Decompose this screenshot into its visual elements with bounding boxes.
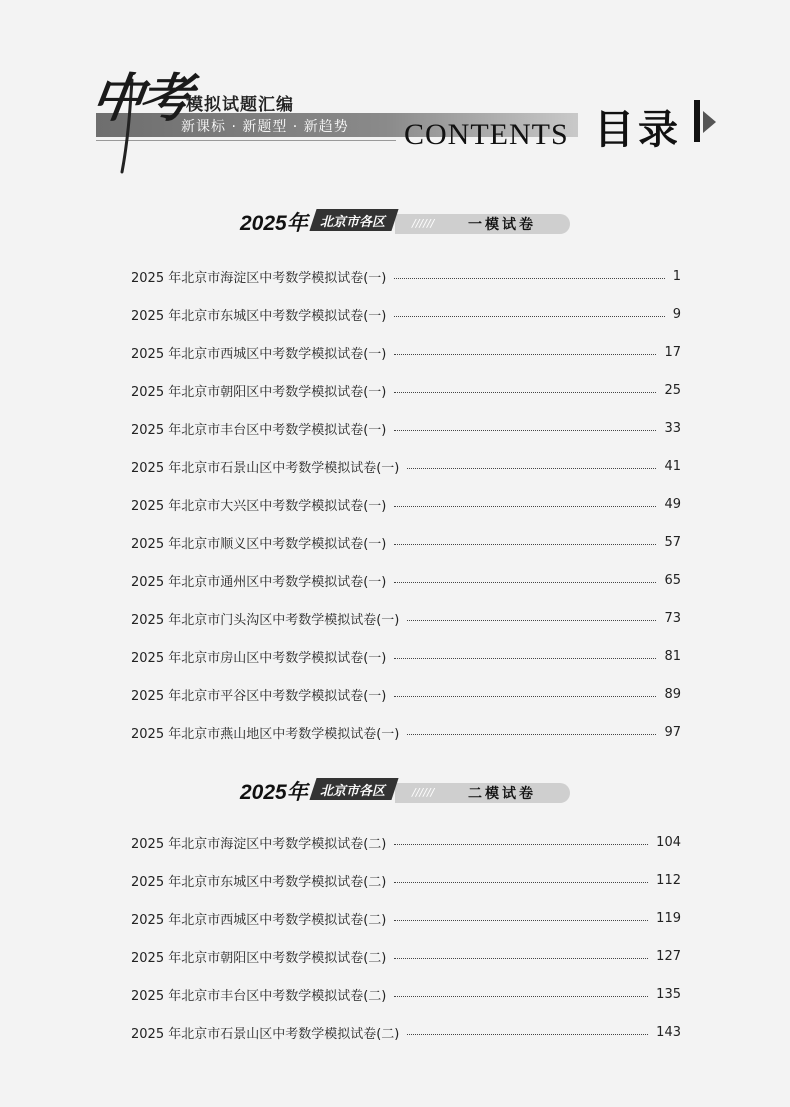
toc-title: 2025 年北京市房山区中考数学模拟试卷(一) [131, 650, 387, 666]
toc-title: 2025 年北京市朝阳区中考数学模拟试卷(一) [131, 384, 387, 400]
section-label: 一模试卷 [468, 217, 536, 233]
toc-page: 97 [664, 724, 681, 740]
toc-page: 57 [664, 534, 681, 550]
toc-title: 2025 年北京市朝阳区中考数学模拟试卷(二) [131, 950, 387, 966]
toc-entry[interactable] [131, 946, 681, 966]
section-header-ermo [240, 776, 580, 806]
toc-page: 127 [656, 948, 681, 964]
leader-dots [407, 1034, 648, 1035]
toc-title: 2025 年北京市石景山区中考数学模拟试卷(二) [131, 1026, 400, 1042]
toc-title: 2025 年北京市通州区中考数学模拟试卷(一) [131, 574, 387, 590]
toc-entry[interactable] [131, 832, 681, 852]
toc-page: 41 [664, 458, 681, 474]
toc-title: 2025 年北京市丰台区中考数学模拟试卷(二) [131, 988, 387, 1004]
heading-bar [694, 100, 700, 142]
leader-dots [394, 278, 664, 279]
toc-entry[interactable] [131, 722, 681, 742]
leader-dots [394, 354, 656, 355]
toc-page: 25 [664, 382, 681, 398]
toc-page: 119 [656, 910, 681, 926]
leader-dots [394, 844, 648, 845]
toc-title: 2025 年北京市海淀区中考数学模拟试卷(一) [131, 270, 387, 286]
toc-page: 89 [664, 686, 681, 702]
leader-dots [394, 506, 656, 507]
toc-page: 9 [672, 306, 681, 322]
toc-entry[interactable] [131, 684, 681, 704]
leader-dots [394, 316, 664, 317]
toc-page: 49 [664, 496, 681, 512]
leader-dots [407, 620, 656, 621]
arrow-right-icon [703, 111, 716, 133]
toc-title: 2025 年北京市门头沟区中考数学模拟试卷(一) [131, 612, 400, 628]
toc-page: 1 [672, 268, 681, 284]
toc-entry[interactable] [131, 532, 681, 552]
toc-entry[interactable] [131, 456, 681, 476]
toc-entry[interactable] [131, 646, 681, 666]
section-tag: 北京市各区 [320, 215, 386, 230]
leader-dots [394, 882, 648, 883]
contents-heading-zh: 目录 [594, 107, 682, 153]
toc-entry[interactable] [131, 342, 681, 362]
toc-page: 17 [664, 344, 681, 360]
toc-title: 2025 年北京市顺义区中考数学模拟试卷(一) [131, 536, 387, 552]
section-header-yimo [240, 207, 580, 237]
toc-page: 81 [664, 648, 681, 664]
leader-dots [394, 658, 656, 659]
toc-page: 135 [656, 986, 681, 1002]
toc-entry[interactable] [131, 380, 681, 400]
toc-entry[interactable] [131, 418, 681, 438]
toc-entry[interactable] [131, 1022, 681, 1042]
toc-entry[interactable] [131, 570, 681, 590]
toc-page: 143 [656, 1024, 681, 1040]
series-title: 模拟试题汇编 [186, 95, 294, 115]
toc-page: 104 [656, 834, 681, 850]
toc-title: 2025 年北京市石景山区中考数学模拟试卷(一) [131, 460, 400, 476]
toc-title: 2025 年北京市西城区中考数学模拟试卷(二) [131, 912, 387, 928]
toc-entry[interactable] [131, 984, 681, 1004]
toc-title: 2025 年北京市东城区中考数学模拟试卷(二) [131, 874, 387, 890]
toc-title: 2025 年北京市平谷区中考数学模拟试卷(一) [131, 688, 387, 704]
toc-page: 73 [664, 610, 681, 626]
section-year: 2025年 [240, 212, 308, 235]
leader-dots [394, 920, 648, 921]
section-stripes: ////// [412, 217, 435, 230]
logo-text: 中考 [87, 68, 192, 129]
toc-entry[interactable] [131, 304, 681, 324]
toc-entry[interactable] [131, 870, 681, 890]
leader-dots [394, 582, 656, 583]
leader-dots [394, 430, 656, 431]
section-year: 2025年 [240, 781, 308, 804]
toc-title: 2025 年北京市西城区中考数学模拟试卷(一) [131, 346, 387, 362]
section-stripes: ////// [412, 786, 435, 799]
leader-dots [394, 996, 648, 997]
leader-dots [407, 734, 656, 735]
section-tag: 北京市各区 [320, 784, 386, 799]
leader-dots [394, 392, 656, 393]
toc-entry[interactable] [131, 494, 681, 514]
toc-page: 65 [664, 572, 681, 588]
contents-heading-en: CONTENTS [404, 118, 569, 151]
leader-dots [394, 544, 656, 545]
leader-dots [394, 696, 656, 697]
leader-dots [407, 468, 656, 469]
toc-entry[interactable] [131, 608, 681, 628]
section-label: 二模试卷 [468, 786, 536, 802]
toc-page: 112 [656, 872, 681, 888]
toc-title: 2025 年北京市东城区中考数学模拟试卷(一) [131, 308, 387, 324]
slogan: 新课标 · 新题型 · 新趋势 [181, 119, 349, 135]
toc-title: 2025 年北京市丰台区中考数学模拟试卷(一) [131, 422, 387, 438]
toc-title: 2025 年北京市燕山地区中考数学模拟试卷(一) [131, 726, 400, 742]
toc-entry[interactable] [131, 266, 681, 286]
toc-title: 2025 年北京市大兴区中考数学模拟试卷(一) [131, 498, 387, 514]
toc-title: 2025 年北京市海淀区中考数学模拟试卷(二) [131, 836, 387, 852]
toc-page: 33 [664, 420, 681, 436]
toc-entry[interactable] [131, 908, 681, 928]
leader-dots [394, 958, 648, 959]
